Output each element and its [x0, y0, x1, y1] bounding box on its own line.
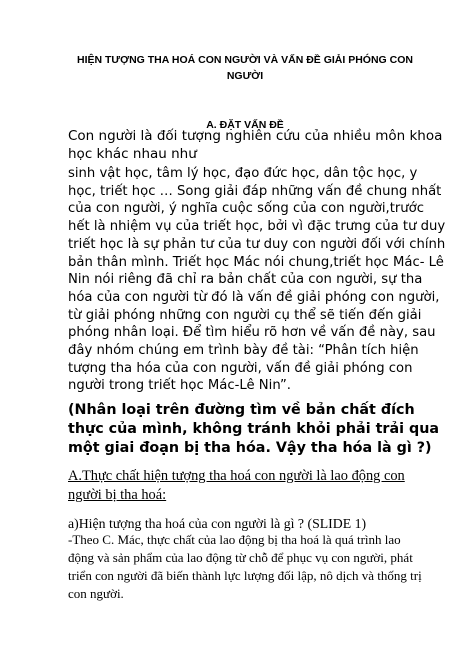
section-heading: A. ĐẶT VẤN ĐỀ: [206, 119, 284, 131]
item-body-paragraph: -Theo C. Mác, thực chất của lao động bị tha hoá là quá trình lao động và sản phẩm của lao động từ chỗ để phục vụ con người, phát triển con người đã biến thành lực lượng đối lập, nô dịch và thống trị con người.: [68, 532, 422, 601]
intro-body-paragraph: sinh vật học, tâm lý học, đạo đức học, dân tộc học, y học, triết học … Song giải đáp những vấn đề chung nhất của con người, ý nghĩa cuộc sống của con người,trước hết là nhiệm vụ của triết học, bởi vì đặc trưng của tư duy triết học là sự phản tư của tư duy con người đối với chính bản thân mình. Triết học Mác nói chung,triết học Mác- Lê Nin nói riêng đã chỉ ra bản chất của con người, sự tha hóa của con người từ đó là vấn đề giải phóng con người, từ giải phóng những con người cụ thể sẽ tiến đến giải phóng nhân loại. Để tìm hiểu rõ hơn về vấn đề này, sau đây nhóm chúng em trình bày đề tài: “Phân tích hiện tượng tha hóa của con người, vấn đề giải phóng con người trong triết học Mác-Lê Nin”.: [68, 166, 446, 394]
question-paragraph: (Nhân loại trên đường tìm về bản chất đích thực của mình, không tránh khỏi phải trải qua một giai đoạn bị tha hóa. Vậy tha hóa là gì ?): [68, 402, 440, 456]
item-heading: a)Hiện tượng tha hoá của con người là gì ? (SLIDE 1): [68, 516, 367, 531]
intro-lead-paragraph: Con người là đối tượng nghiên cứu của nhiều môn khoa học khác nhau như: [68, 128, 443, 162]
sub-heading: A.Thực chất hiện tượng tha hoá con người là lao động con người bị tha hoá:: [68, 468, 405, 503]
document-title: HIỆN TƯỢNG THA HOÁ CON NGƯỜI VÀ VẤN ĐỀ GIẢI PHÓNG CON NGƯỜI: [77, 54, 413, 82]
